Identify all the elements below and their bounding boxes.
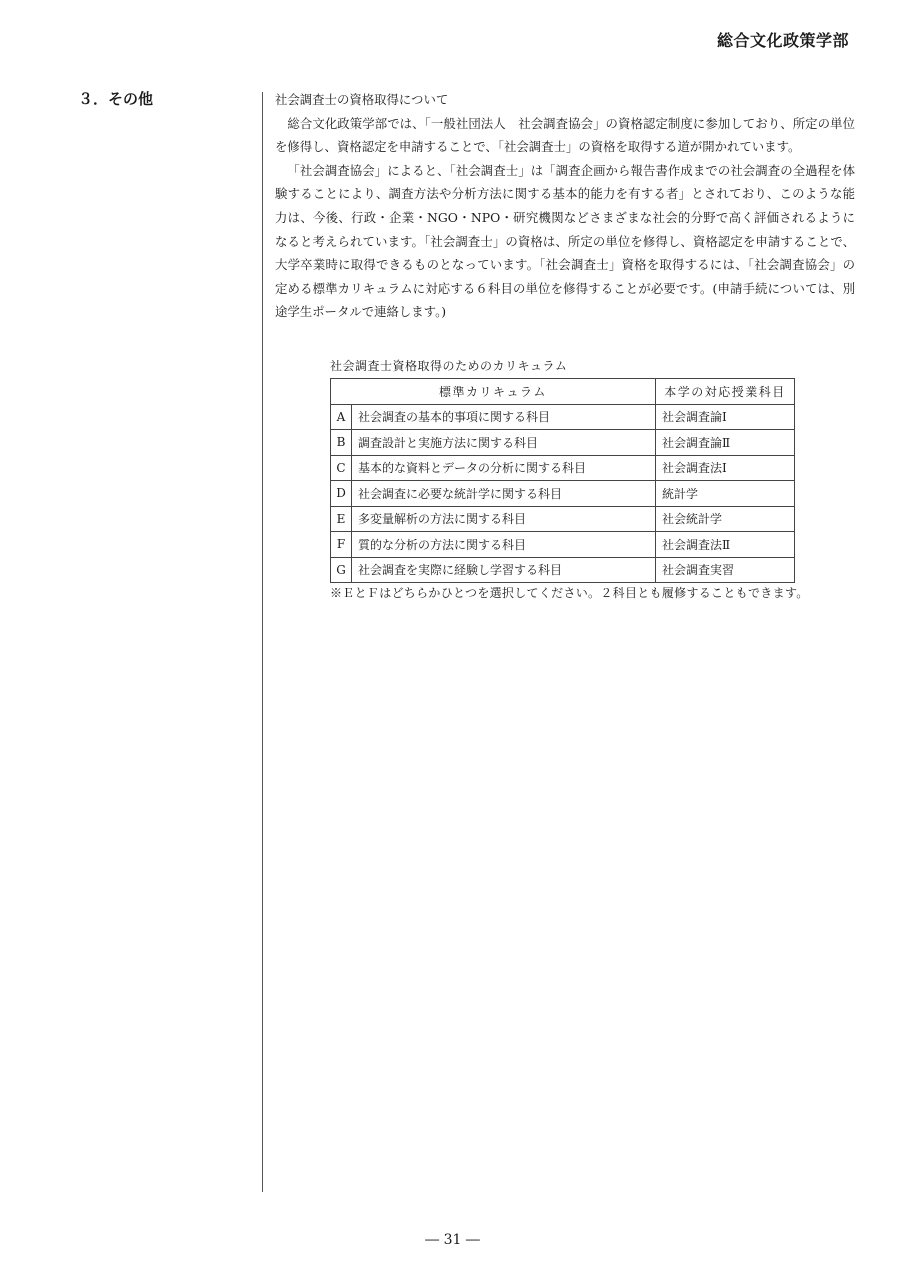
row-course: 社会調査実習 — [656, 557, 795, 583]
table-header-row — [331, 379, 795, 405]
main-content — [275, 88, 855, 324]
row-course: 統計学 — [656, 481, 795, 507]
row-letter: C — [331, 455, 352, 481]
subtitle: 社会調査士の資格取得について — [275, 92, 449, 107]
row-subject: 質的な分析の方法に関する科目 — [352, 532, 656, 558]
table-row — [331, 532, 795, 558]
department-header: 総合文化政策学部 — [716, 31, 849, 50]
table-row — [331, 455, 795, 481]
table-row — [331, 481, 795, 507]
curriculum-table-block — [330, 358, 830, 601]
row-letter: E — [331, 506, 352, 532]
table-caption: 社会調査士資格取得のためのカリキュラム — [330, 359, 568, 373]
vertical-divider — [262, 92, 263, 1192]
row-course: 社会調査法Ⅰ — [656, 455, 795, 481]
table-row — [331, 557, 795, 583]
row-letter: D — [331, 481, 352, 507]
row-letter: G — [331, 557, 352, 583]
row-subject: 多変量解析の方法に関する科目 — [352, 506, 656, 532]
row-letter: A — [331, 404, 352, 430]
row-course: 社会調査論Ⅰ — [656, 404, 795, 430]
row-subject: 社会調査を実際に経験し学習する科目 — [352, 557, 656, 583]
row-course: 社会調査論Ⅱ — [656, 430, 795, 456]
table-row — [331, 430, 795, 456]
section-heading: ３．その他 — [78, 90, 154, 108]
table-row — [331, 404, 795, 430]
row-course: 社会調査法Ⅱ — [656, 532, 795, 558]
row-course: 社会統計学 — [656, 506, 795, 532]
row-letter: B — [331, 430, 352, 456]
table-note: ※ＥとＦはどちらかひとつを選択してください。２科目とも履修することもできます。 — [330, 586, 809, 600]
row-subject: 社会調査の基本的事項に関する科目 — [352, 404, 656, 430]
paragraph-1: 総合文化政策学部では、「一般社団法人 社会調査協会」の資格認定制度に参加しており、所定の単位を修得し、資格認定を申請することで、「社会調査士」の資格を取得する道が開かれています。 — [275, 115, 855, 155]
header-corresponding-course: 本学の対応授業科目 — [656, 379, 795, 405]
header-standard-curriculum: 標準カリキュラム — [331, 379, 656, 405]
page-number: ― 31 ― — [425, 1232, 480, 1248]
table-row — [331, 506, 795, 532]
row-letter: F — [331, 532, 352, 558]
curriculum-table — [330, 378, 795, 583]
row-subject: 調査設計と実施方法に関する科目 — [352, 430, 656, 456]
row-subject: 社会調査に必要な統計学に関する科目 — [352, 481, 656, 507]
row-subject: 基本的な資料とデータの分析に関する科目 — [352, 455, 656, 481]
paragraph-2: 「社会調査協会」によると、「社会調査士」は「調査企画から報告書作成までの社会調査の全過程を体験することにより、調査方法や分析方法に関する基本的能力を有する者」とされており、このような能力は、今後、行政・企業・NGO・NPO・研究機関などさまざまな社会的分野で高く評価されるようになると考えられています。「社会調査士」の資格は、所定の単位を修得し、資格認定を申請することで、大学卒業時に取得できるものとなっています。「社会調査士」資格を取得するには、「社会調査協会」の定める標準カリキュラムに対応する６科目の単位を修得することが必要です。(申請手続については、別途学生ポータルで連絡します。) — [275, 162, 855, 320]
